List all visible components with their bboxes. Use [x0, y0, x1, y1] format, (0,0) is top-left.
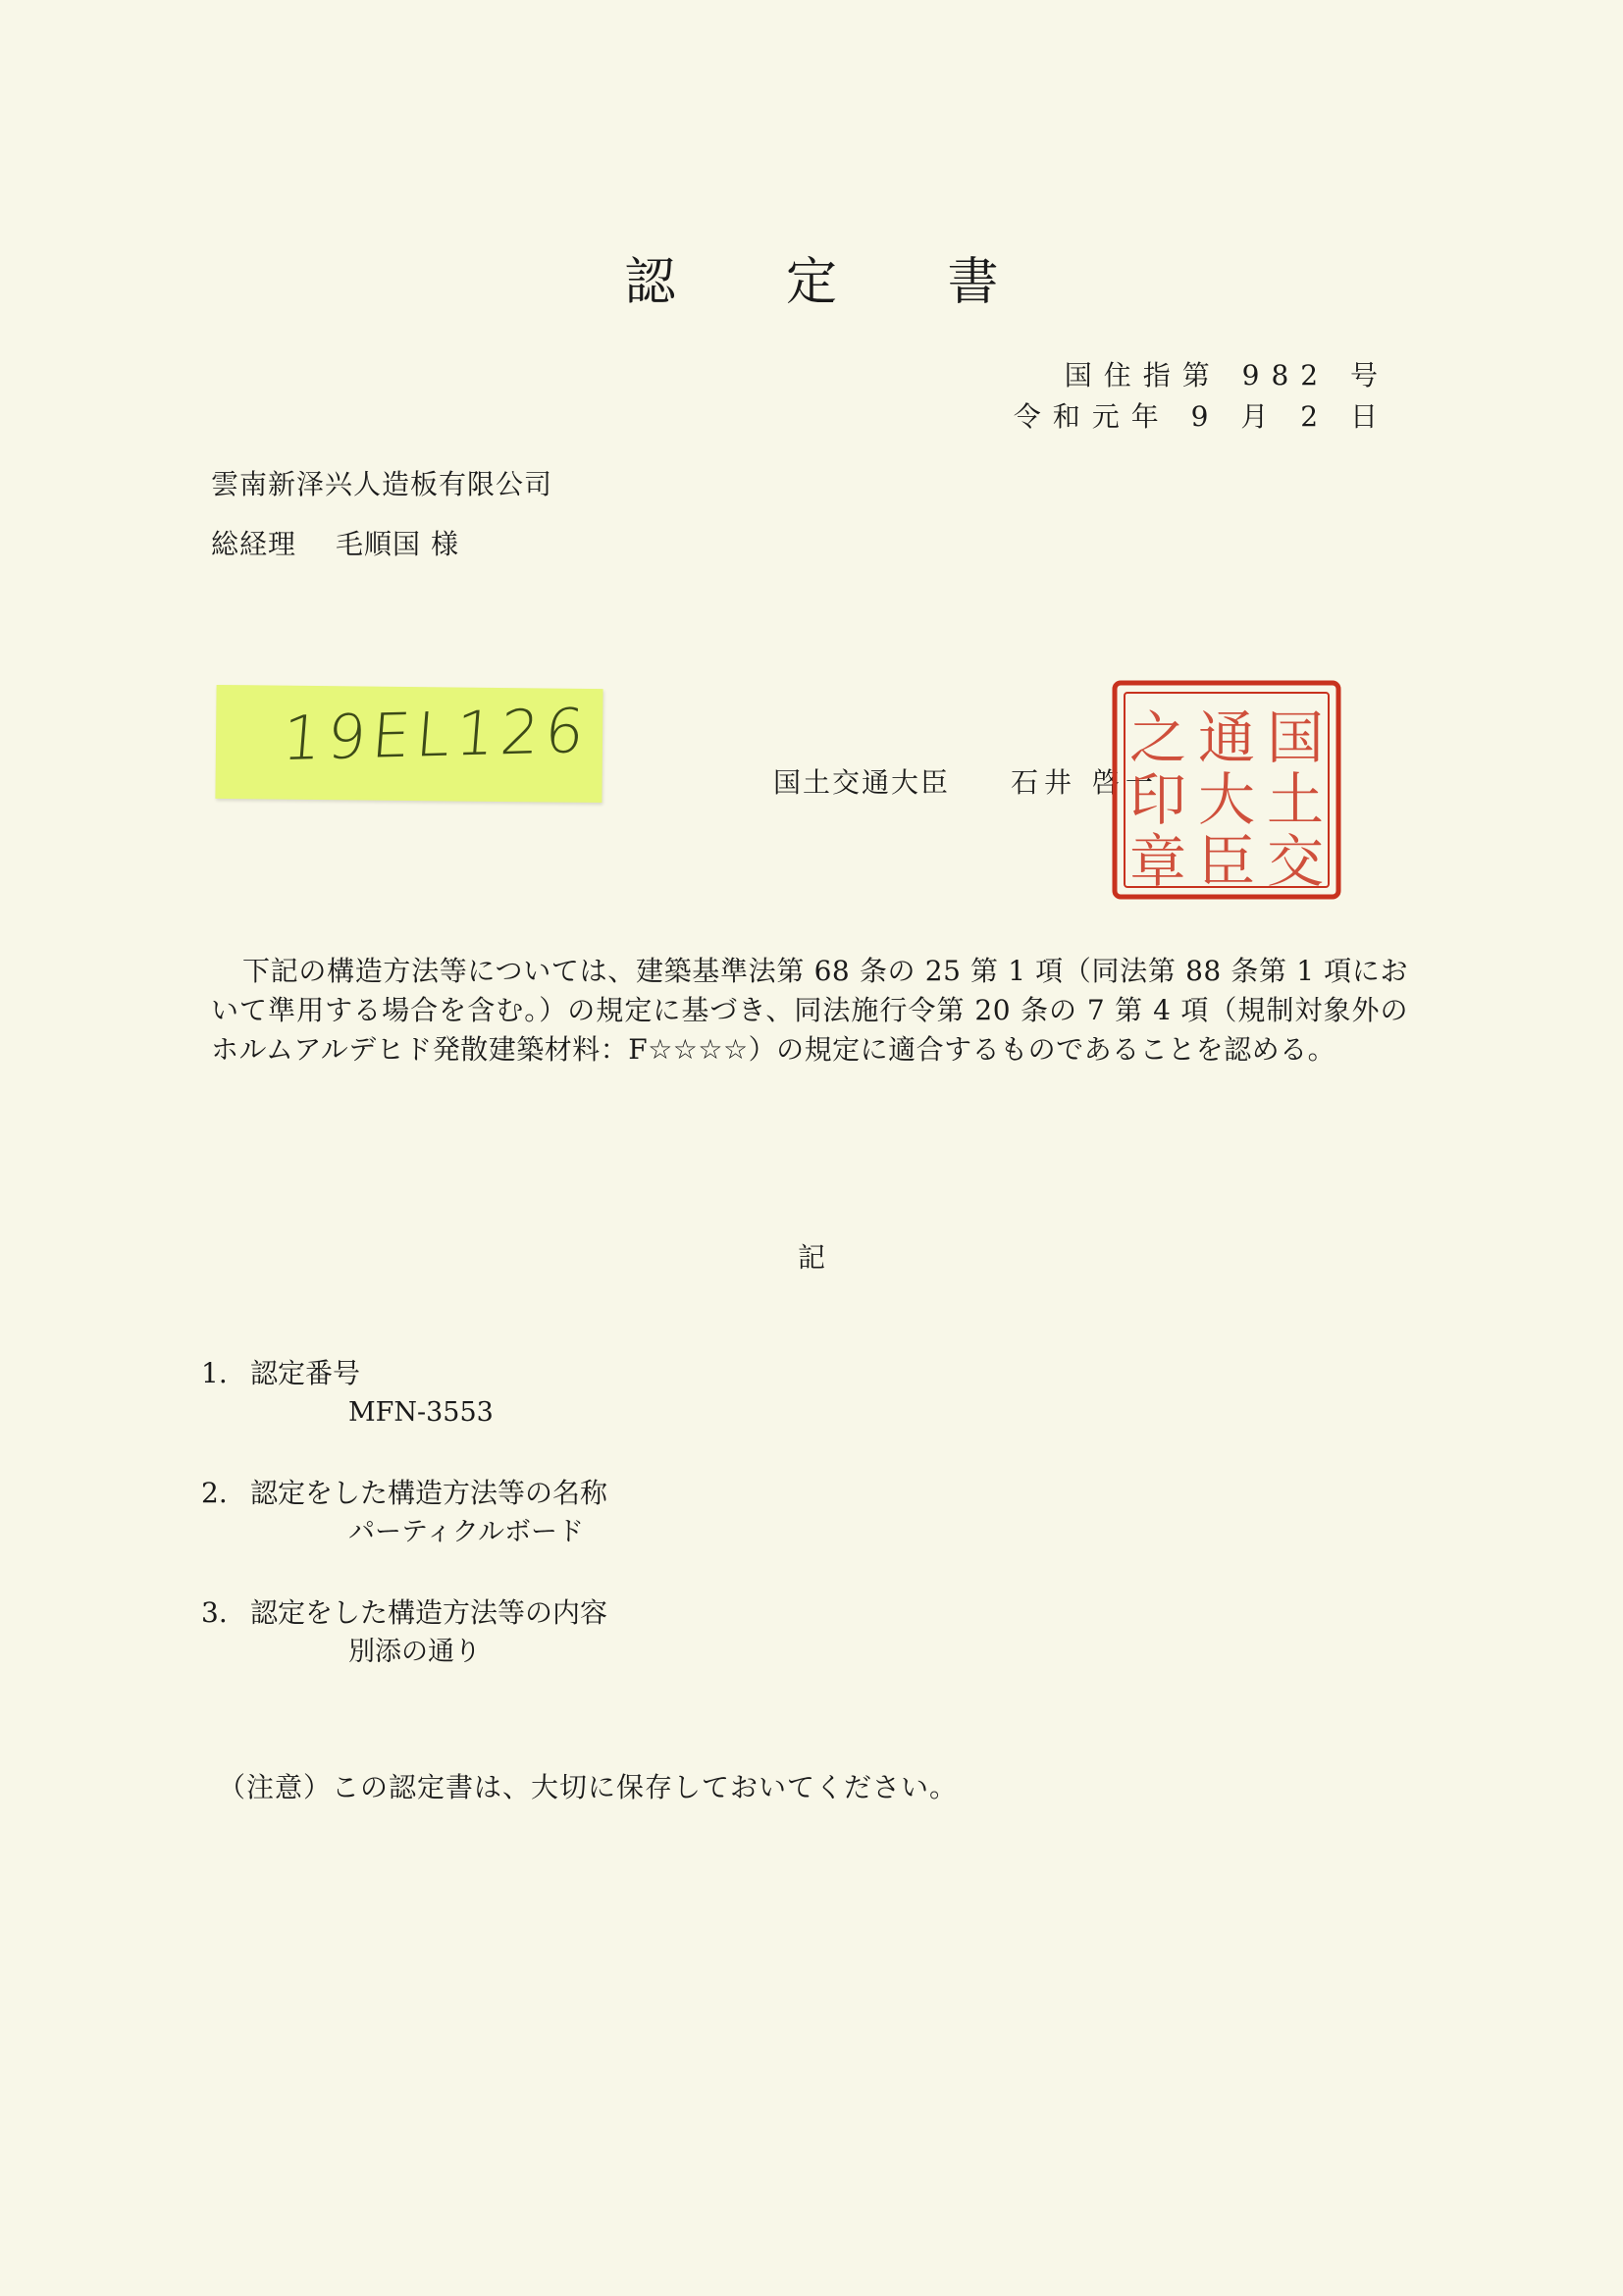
item-label: 認定をした構造方法等の内容 [250, 1596, 608, 1629]
seal-glyph: 国 [1266, 704, 1325, 771]
issuer-line [773, 761, 1159, 801]
item-value: 別添の通り [348, 1637, 481, 1667]
seal-glyph: 章 [1128, 828, 1187, 895]
item-number: 2. [201, 1477, 228, 1509]
item-label: 認定をした構造方法等の名称 [250, 1477, 608, 1509]
item-number: 1. [201, 1357, 228, 1389]
recipient-honorific: 様 [430, 528, 459, 560]
certification-statement: 下記の構造方法等については、建築基準法第 68 条の 25 第 1 項（同法第 88 条第 1 項において準用する場合を含む。）の規定に基づき、同法施行令第 20 条の 7 第 4 項（規制対象外のホルムアルデヒド発散建築材料：F☆☆☆☆）の規定に適合するものであることを認める。 [211, 955, 1408, 1066]
document-title: 認 定 書 [624, 253, 1046, 312]
seal-glyph: 通 [1197, 704, 1256, 771]
recipient-company: 雲南新泽兴人造板有限公司 [211, 468, 553, 500]
item-number: 3. [201, 1596, 228, 1629]
seal-glyph: 土 [1266, 766, 1325, 833]
seal-glyph: 大 [1197, 766, 1256, 833]
issuer-name: 石井 啓一 [1011, 766, 1159, 799]
item-value: パーティクルボード [348, 1517, 585, 1547]
items-list [201, 1354, 1379, 1713]
list-item [201, 1354, 1379, 1433]
seal-glyph: 印 [1128, 766, 1187, 833]
list-item [201, 1593, 1379, 1672]
seal-glyph: 之 [1128, 704, 1187, 771]
ki-heading: 記 [797, 1241, 825, 1274]
seal-glyph: 交 [1266, 828, 1325, 895]
recipient-title: 総経理 [211, 528, 297, 560]
item-value: MFN-3553 [348, 1397, 494, 1428]
document-header [1014, 355, 1389, 438]
list-item [201, 1474, 1379, 1552]
issuer-position: 国土交通大臣 [773, 766, 951, 799]
document-number: 国住指第 982 号 [1064, 359, 1389, 391]
issue-date: 令和元年 9 月 2 日 [1013, 400, 1389, 433]
caution-note: （注意）この認定書は、大切に保存しておいてください。 [218, 1771, 959, 1803]
sticky-note-text: 19EL126 [280, 694, 593, 775]
recipient-line [211, 523, 459, 562]
seal-glyph: 臣 [1197, 828, 1256, 895]
item-label: 認定番号 [250, 1357, 361, 1389]
official-seal-icon [1109, 677, 1344, 903]
recipient-name: 毛順国 [336, 528, 422, 560]
